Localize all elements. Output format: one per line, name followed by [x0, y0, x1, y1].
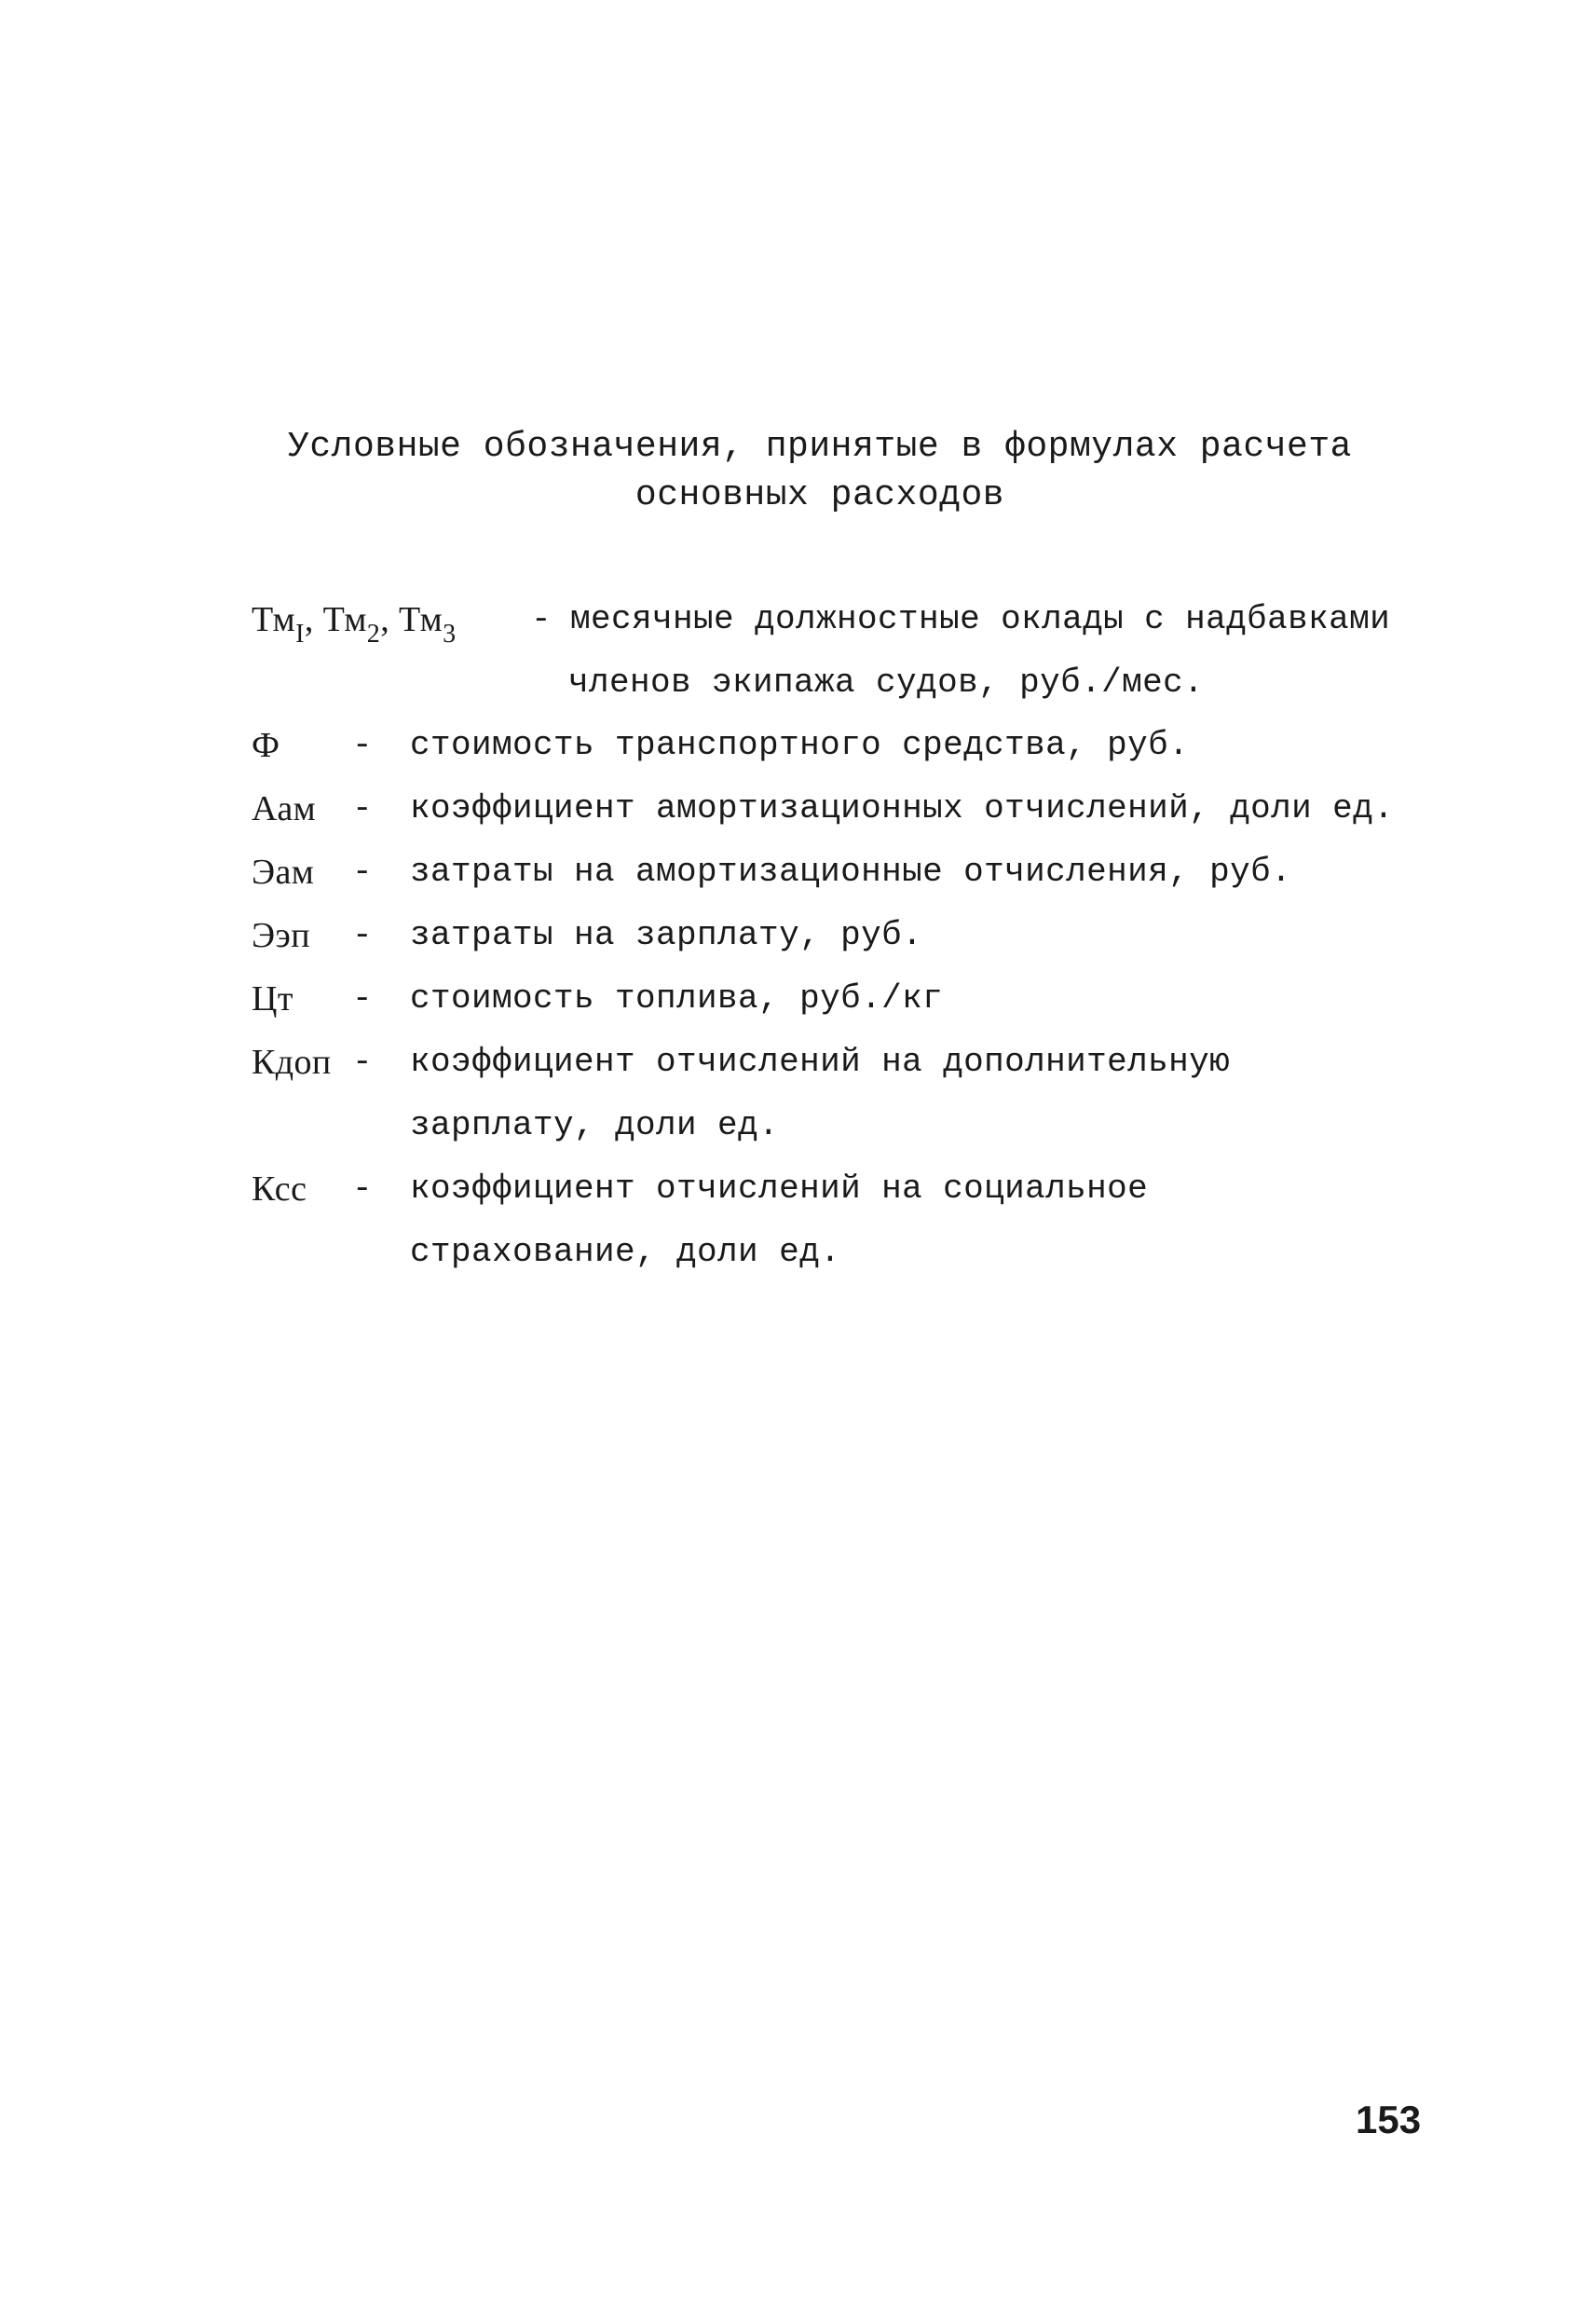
- definition-symbol: Ксс: [252, 1169, 307, 1209]
- definition-symbol: Аам: [252, 789, 317, 828]
- definition-description: зарплату, доли ед.: [410, 1106, 780, 1144]
- definition-description: стоимость топлива, руб./кг: [410, 979, 944, 1018]
- entry-dash: -: [531, 600, 552, 638]
- definition-dash: -: [352, 979, 374, 1018]
- tm1-subscript: I: [295, 620, 305, 649]
- definition-dash: -: [352, 1169, 374, 1208]
- definition-symbol: Цт: [252, 979, 293, 1019]
- definition-symbol: Кдоп: [252, 1043, 332, 1082]
- tm2-subscript: 2: [366, 620, 381, 649]
- definition-description: коэффициент отчислений на дополнительную: [410, 1043, 1231, 1081]
- page-title-continued: основных расходов: [634, 475, 1005, 515]
- definition-description: стоимость транспортного средства, руб.: [410, 726, 1190, 764]
- tm2-symbol: Тм: [322, 600, 367, 639]
- definition-description: затраты на зарплату, руб.: [410, 916, 923, 954]
- definition-dash: -: [352, 789, 374, 827]
- tm3-subscript: 3: [443, 620, 457, 649]
- definition-description: коэффициент отчислений на социальное: [410, 1169, 1149, 1208]
- entry-description-continued: членов экипажа судов, руб./мес.: [568, 663, 1205, 702]
- definition-symbol: Ф: [252, 726, 280, 765]
- tm3-symbol: Тм: [399, 600, 443, 639]
- definition-dash: -: [352, 726, 374, 764]
- definition-dash: -: [352, 1043, 374, 1081]
- definition-dash: -: [352, 916, 374, 954]
- page-title: Условные обозначения, принятые в формулах расчета: [288, 427, 1352, 467]
- definition-symbol: Эам: [252, 853, 315, 892]
- definition-description: коэффициент амортизационных отчислений, доли ед.: [410, 789, 1395, 827]
- definition-dash: -: [352, 853, 374, 891]
- definition-description: затраты на амортизационные отчисления, руб.: [410, 853, 1292, 891]
- definition-description: страхование, доли ед.: [410, 1233, 841, 1271]
- definition-symbol: Ээп: [252, 916, 310, 955]
- entry-tm-symbols: $Тм_I$, $Тм_2$, $Тм_3$: [252, 600, 457, 649]
- page-number: 153: [1356, 2098, 1422, 2141]
- entry-description: месячные должностные оклады с надбавками: [570, 600, 1391, 638]
- tm1-symbol: Тм: [252, 600, 296, 639]
